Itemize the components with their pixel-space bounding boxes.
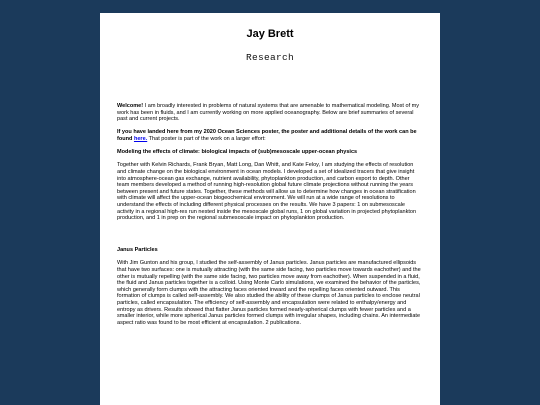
intro-paragraph: [117, 103, 423, 123]
welcome-text: Welcome!: [117, 103, 144, 109]
poster-link[interactable]: here.: [133, 135, 148, 142]
poster-note-after: That poster is part of the work on a larger effort:: [147, 135, 266, 142]
site-title: Jay Brett: [246, 28, 294, 40]
poster-note-bold: If you have landed here from my 2020 Ocean Sciences poster, the poster and additional details of the work can be found: [117, 129, 417, 142]
page-container: [100, 13, 440, 405]
intro-text: I am broadly interested in problems of natural systems that are amenable to mathematical modeling. Most of my work has been in fluids, and I am currently working on more applied oceanography. Below are brief summaries of several past and current projects.: [117, 103, 420, 123]
section-heading-janus: Janus Particles: [117, 247, 158, 254]
section-spacer: [117, 228, 423, 247]
main-content: [117, 103, 423, 326]
section-body-janus: With Jim Gunton and his group, I studied the self-assembly of Janus particles. Janus particles are manufactured ellipsoids that have two surfaces: one is mutually attracting (with the same side facing, two particles move towards eachother) and the other is mutually repelling (with the same side facing, two particles move away from eachother). When suspended in a fluid, the fluid and Janus particles together is a colloid. Using Monte Carlo simulations, we examined the behavior of the particles, which generally form clumps with the attracting faces oriented inward and the repelling faces oriented outward. This formation of clumps is called self-assembly. We also studied the ability of these clumps of Janus particles to enclose neutral particles, called encapsulation. The efficiency of self-assembly and encapsulation were related to enthalpy/energy and entropy as drivers. Results showed that flatter Janus particles formed nearly-spherical clumps with fewer particles and a smaller interior, while more spherical Janus particles formed clumps with irregular shapes, including chains. An intermediate aspect ratio was found to be most efficient at encapsulation. 2 publications.: [117, 260, 421, 326]
poster-note-paragraph: [117, 129, 423, 142]
section-heading-climate: Modeling the effects of climate: biological impacts of (sub)mesoscale upper-ocean physics: [117, 149, 358, 156]
section-body-climate: Together with Kelvin Richards, Frank Bryan, Matt Long, Dan Whitt, and Kate Feloy, I am studying the effects of resolution and climate change on the biological environment in ocean models. I developed a set of idealized tracers that give insight into atmosphere-ocean gas exchange, nutrient availability, phytoplankton production, and carbon export to depth. Other team members developed a method of running high-resolution global future climate projections without running the years between present and future states. Together, these methods will allow us to determine how changes in ocean stratification with climate will affect the upper-ocean biogeochemical environment. We will run at a wide range of resolutions to understand the effects of including different physical processes on the results. We have 3 papers: 1 on submesoscale activity in a regional high-res run nested inside the mesoscale global runs, 1 on global variation in projected phytoplankton production, and 1 in prep on the regional submesoscale impact on phytoplankton production.: [117, 162, 417, 222]
page-subtitle: Research: [245, 52, 294, 63]
